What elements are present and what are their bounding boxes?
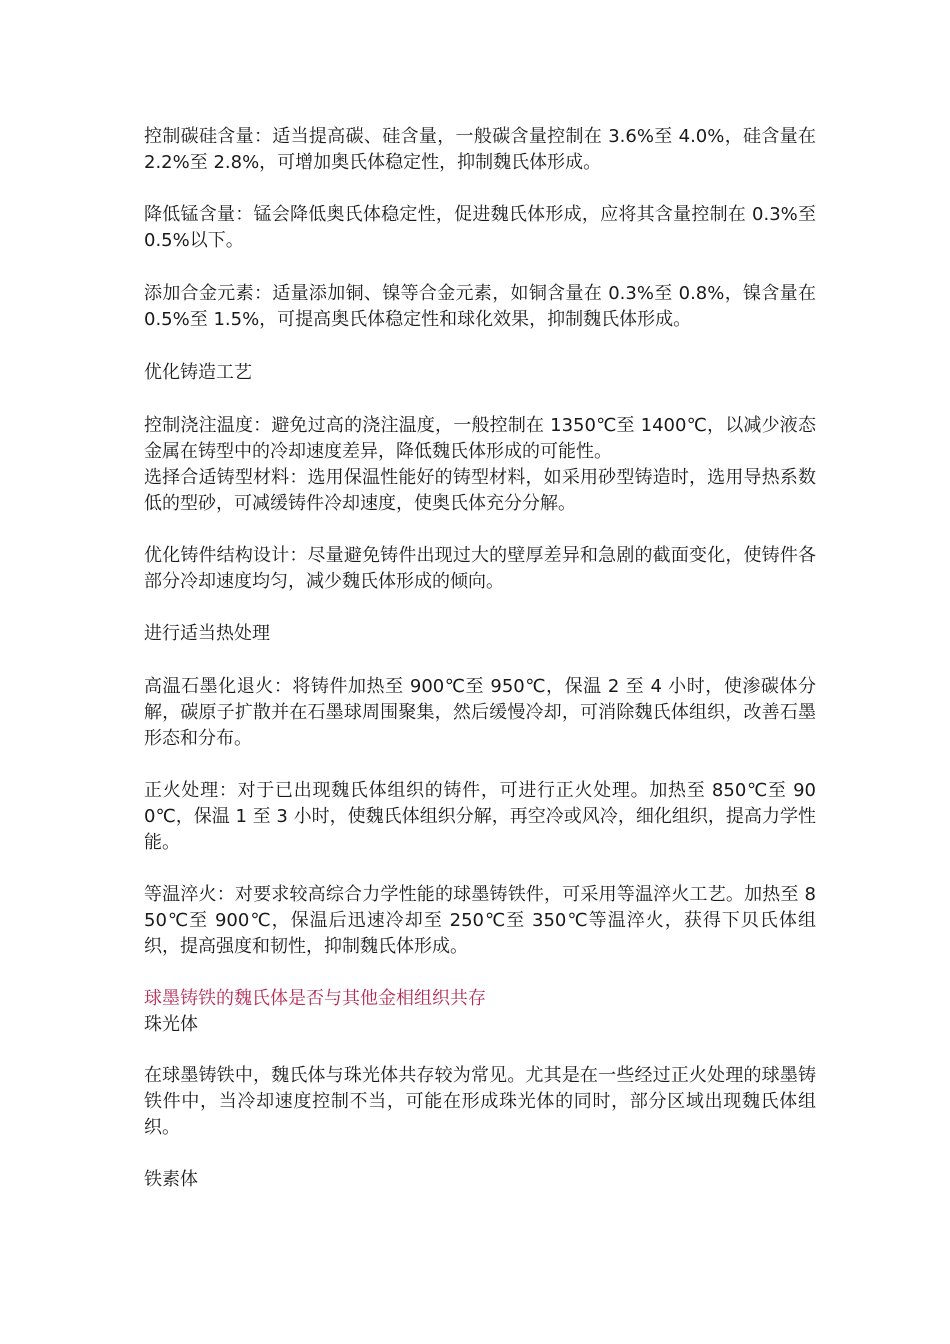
paragraph-mold-material: 选择合适铸型材料：选用保温性能好的铸型材料，如采用砂型铸造时，选用导热系数低的型砂，可减缓铸件冷却速度，使奥氏体充分分解。	[144, 467, 816, 514]
section-heading-casting: 优化铸造工艺	[144, 362, 252, 383]
section-heading-heat-treatment: 进行适当热处理	[144, 623, 270, 644]
paragraph-structure-design: 优化铸件结构设计：尽量避免铸件出现过大的壁厚差异和急剧的截面变化，使铸件各部分冷却速度均匀，减少魏氏体形成的倾向。	[144, 545, 816, 592]
paragraph-austempering: 等温淬火：对要求较高综合力学性能的球墨铸铁件，可采用等温淬火工艺。加热至 850℃至 900℃，保温后迅速冷却至 250℃至 350℃等温淬火，获得下贝氏体组织，提高强度和韧性，抑制魏氏体形成。	[144, 884, 816, 957]
paragraph-alloy-elements: 添加合金元素：适量添加铜、镍等合金元素，如铜含量在 0.3%至 0.8%，镍含量在 0.5%至 1.5%，可提高奥氏体稳定性和球化效果，抑制魏氏体形成。	[144, 283, 822, 330]
paragraph-carbon-silicon: 控制碳硅含量：适当提高碳、硅含量，一般碳含量控制在 3.6%至 4.0%，硅含量在 2.2%至 2.8%，可增加奥氏体稳定性，抑制魏氏体形成。	[144, 126, 822, 173]
paragraph-graphitization-annealing: 高温石墨化退火：将铸件加热至 900℃至 950℃，保温 2 至 4 小时，使渗碳体分解，碳原子扩散并在石墨球周围聚集，然后缓慢冷却，可消除魏氏体组织，改善石墨形态和分布。	[144, 676, 816, 749]
paragraph-manganese: 降低锰含量：锰会降低奥氏体稳定性，促进魏氏体形成，应将其含量控制在 0.3%至 0.5%以下。	[144, 204, 822, 251]
section-heading-coexistence: 球墨铸铁的魏氏体是否与其他金相组织共存	[144, 988, 486, 1009]
paragraph-pouring-temperature: 控制浇注温度：避免过高的浇注温度，一般控制在 1350℃至 1400℃，以减少液态金属在铸型中的冷却速度差异，降低魏氏体形成的可能性。	[144, 415, 816, 462]
subheading-ferrite: 铁素体	[144, 1169, 198, 1190]
paragraph-normalizing: 正火处理：对于已出现魏氏体组织的铸件，可进行正火处理。加热至 850℃至 900℃，保温 1 至 3 小时，使魏氏体组织分解，再空冷或风冷，细化组织，提高力学性能。	[144, 780, 816, 853]
subheading-pearlite: 珠光体	[144, 1014, 198, 1035]
paragraph-pearlite: 在球墨铸铁中，魏氏体与珠光体共存较为常见。尤其是在一些经过正火处理的球墨铸铁件中，当冷却速度控制不当，可能在形成珠光体的同时，部分区域出现魏氏体组织。	[144, 1065, 816, 1138]
